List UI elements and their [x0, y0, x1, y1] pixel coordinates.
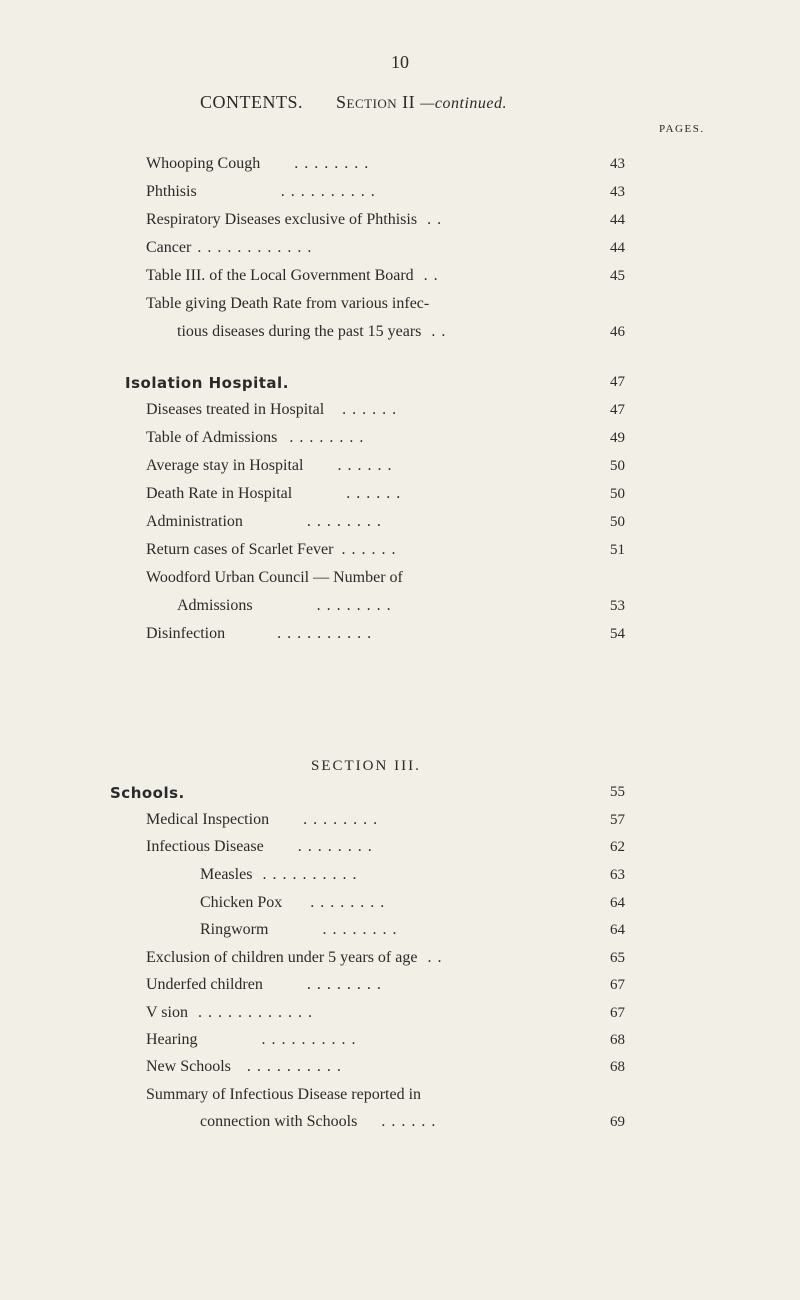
- contents-title: CONTENTS.: [200, 92, 303, 112]
- leader-dots: . .: [423, 267, 439, 284]
- toc-entry-page: 68: [610, 1032, 625, 1048]
- leader-dots: . . . . . .: [346, 485, 402, 502]
- section-label: Section II: [336, 92, 416, 112]
- schools-page: 55: [610, 784, 625, 800]
- toc-entry: [146, 569, 403, 587]
- toc-entry-page: 50: [610, 514, 625, 530]
- leader-dots: . . . . . . . . . . . .: [197, 1004, 313, 1021]
- toc-entry: [146, 838, 373, 856]
- toc-entry-page: 45: [610, 268, 625, 284]
- toc-entry-label: Measles: [200, 866, 253, 883]
- toc-entry: [146, 1004, 313, 1022]
- leader-dots: . . . . . . . .: [322, 921, 398, 938]
- toc-entry: [146, 949, 442, 967]
- toc-entry-label: Infectious Disease: [146, 838, 264, 855]
- toc-entry-label: Return cases of Scarlet Fever: [146, 541, 334, 558]
- toc-entry: [146, 457, 392, 475]
- toc-entry-label: Underfed children: [146, 976, 263, 993]
- toc-entry: [146, 485, 401, 503]
- toc-entry-label: connection with Schools: [200, 1113, 358, 1130]
- toc-entry: [146, 1031, 357, 1049]
- leader-dots: . . . . . . . . . .: [246, 1058, 342, 1075]
- toc-entry: [146, 401, 397, 419]
- toc-entry-page: 67: [610, 1005, 625, 1021]
- toc-entry-label: Table III. of the Local Government Board: [146, 267, 414, 284]
- leader-dots: . . . . . . . . . . . .: [197, 239, 313, 256]
- toc-entry: [146, 155, 369, 173]
- leader-dots: . . . . . . . .: [294, 155, 370, 172]
- toc-entry-page: 67: [610, 977, 625, 993]
- toc-entry: [146, 1058, 342, 1076]
- toc-entry-label: Chicken Pox: [200, 894, 283, 911]
- toc-entry-label: Table of Admissions: [146, 429, 278, 446]
- section-three-title: SECTION III.: [311, 758, 421, 774]
- schools-heading: Schools.: [110, 784, 185, 802]
- toc-entry: [200, 921, 397, 939]
- leader-dots: . . . . . . . . . .: [261, 1031, 357, 1048]
- toc-entry-label: Administration: [146, 513, 243, 530]
- toc-entry-label: V sion: [146, 1004, 188, 1021]
- toc-entry-page: 69: [610, 1114, 625, 1130]
- toc-entry: [200, 866, 357, 884]
- leader-dots: . . . . . .: [337, 457, 393, 474]
- toc-entry: [146, 1086, 421, 1104]
- leader-dots: . . . . . . . .: [289, 429, 365, 446]
- toc-entry-label: Average stay in Hospital: [146, 457, 304, 474]
- leader-dots: . . . . . . . . . .: [277, 625, 373, 642]
- leader-dots: . . . . . .: [341, 541, 397, 558]
- toc-entry-label: Respiratory Diseases exclusive of Phthisis: [146, 211, 418, 228]
- isolation-hospital-page: 47: [610, 374, 625, 390]
- leader-dots: . .: [427, 949, 443, 966]
- toc-entry-page: 44: [610, 240, 625, 256]
- leader-dots: . . . . . . . .: [316, 597, 392, 614]
- toc-entry: [146, 625, 372, 643]
- toc-entry-page: 63: [610, 867, 625, 883]
- leader-dots: . .: [431, 323, 447, 340]
- toc-entry-page: 54: [610, 626, 625, 642]
- toc-entry: [146, 541, 396, 559]
- toc-entry-page: 49: [610, 430, 625, 446]
- toc-entry-page: 64: [610, 922, 625, 938]
- toc-entry-page: 53: [610, 598, 625, 614]
- page-number: 10: [391, 52, 409, 72]
- leader-dots: . . . . . . . .: [303, 811, 379, 828]
- toc-entry: [146, 211, 442, 229]
- toc-entry: [177, 597, 392, 615]
- toc-entry: [146, 513, 382, 531]
- toc-entry-label: Death Rate in Hospital: [146, 485, 293, 502]
- toc-entry-label: Exclusion of children under 5 years of age: [146, 949, 418, 966]
- toc-entry-page: 62: [610, 839, 625, 855]
- toc-entry-label: Cancer: [146, 239, 192, 256]
- toc-entry-label: Disinfection: [146, 625, 226, 642]
- leader-dots: . . . . . .: [342, 401, 398, 418]
- toc-entry-page: 57: [610, 812, 625, 828]
- toc-entry-label: Table giving Death Rate from various infec-: [146, 295, 430, 312]
- toc-entry-page: 65: [610, 950, 625, 966]
- toc-entry-page: 68: [610, 1059, 625, 1075]
- toc-entry: [146, 976, 382, 994]
- toc-entry-page: 50: [610, 486, 625, 502]
- toc-entry: [177, 323, 446, 341]
- toc-entry-label: Medical Inspection: [146, 811, 270, 828]
- toc-entry: [146, 183, 376, 201]
- toc-entry-label: Diseases treated in Hospital: [146, 401, 325, 418]
- toc-entry-label: Ringworm: [200, 921, 269, 938]
- continued-label: —continued.: [420, 95, 507, 112]
- leader-dots: . .: [427, 211, 443, 228]
- toc-entry: [146, 295, 429, 313]
- toc-entry-label: New Schools: [146, 1058, 231, 1075]
- toc-entry-page: 44: [610, 212, 625, 228]
- toc-entry: [146, 429, 364, 447]
- pages-column-label: PAGES.: [659, 123, 705, 135]
- leader-dots: . . . . . . . .: [306, 513, 382, 530]
- toc-entry: [146, 811, 378, 829]
- toc-entry-page: 50: [610, 458, 625, 474]
- toc-entry-page: 64: [610, 895, 625, 911]
- toc-entry-page: 43: [610, 184, 625, 200]
- leader-dots: . . . . . . . . . .: [262, 866, 358, 883]
- toc-entry: [200, 1113, 436, 1131]
- toc-entry-page: 47: [610, 402, 625, 418]
- toc-entry-label: Whooping Cough: [146, 155, 261, 172]
- contents-heading: [200, 92, 507, 113]
- toc-entry: [200, 894, 385, 912]
- leader-dots: . . . . . . . .: [297, 838, 373, 855]
- toc-entry-label: Summary of Infectious Disease reported in: [146, 1086, 422, 1103]
- toc-entry-page: 51: [610, 542, 625, 558]
- toc-entry-label: Admissions: [177, 597, 253, 614]
- leader-dots: . . . . . . . .: [310, 894, 386, 911]
- toc-entry-label: Woodford Urban Council — Number of: [146, 569, 403, 586]
- toc-entry: [146, 267, 439, 285]
- toc-entry-page: 43: [610, 156, 625, 172]
- toc-entry-page: 46: [610, 324, 625, 340]
- isolation-hospital-heading: Isolation Hospital.: [125, 374, 289, 392]
- toc-entry-label: Hearing: [146, 1031, 198, 1048]
- toc-entry-label: tious diseases during the past 15 years: [177, 323, 422, 340]
- toc-entry-label: Phthisis: [146, 183, 197, 200]
- leader-dots: . . . . . . . .: [306, 976, 382, 993]
- leader-dots: . . . . . . . . . .: [280, 183, 376, 200]
- leader-dots: . . . . . .: [381, 1113, 437, 1130]
- toc-entry: [146, 239, 312, 257]
